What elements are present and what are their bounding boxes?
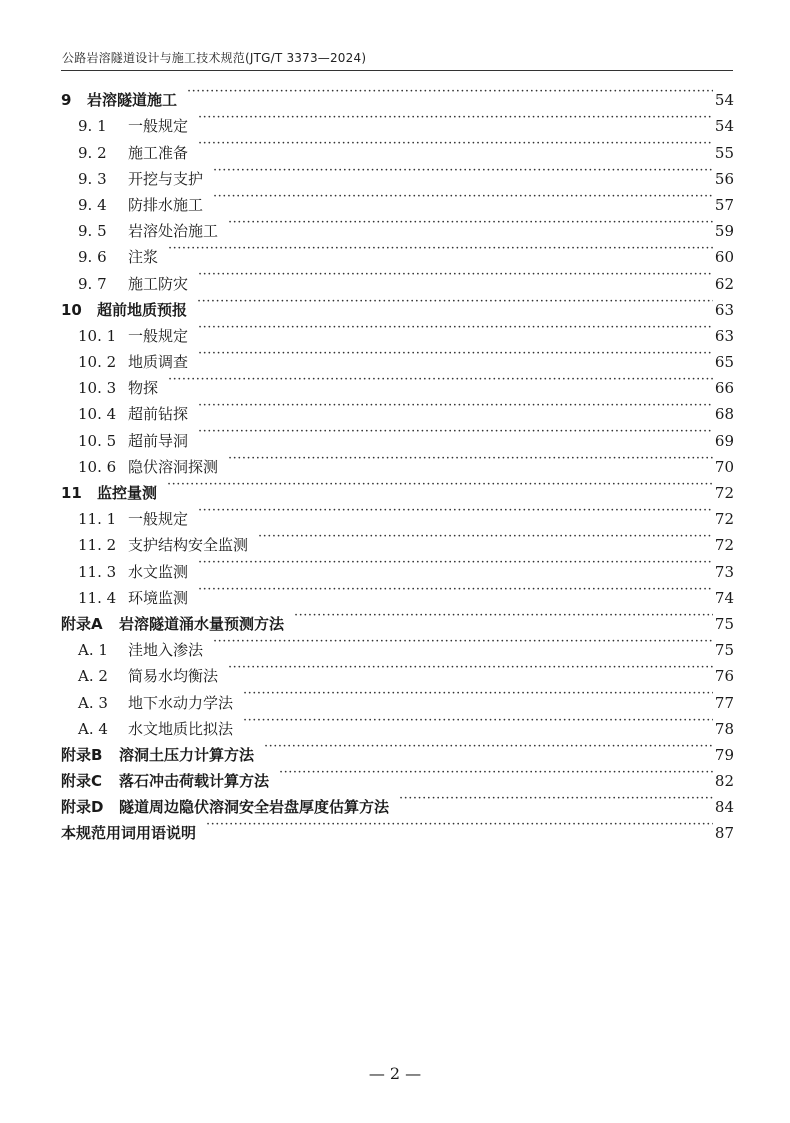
toc-dot-leader	[279, 760, 713, 786]
toc-dot-leader	[243, 681, 713, 707]
toc-entry-number: 10. 4	[78, 405, 117, 424]
toc-entry-page: 65	[714, 353, 734, 372]
toc-entry-number: 附录A	[61, 614, 103, 633]
toc-dot-leader	[198, 498, 713, 524]
toc-entry-title: 超前钻探	[128, 405, 189, 424]
toc-entry-number: 9. 7	[78, 274, 107, 293]
toc-entry-number: 11	[61, 484, 82, 502]
toc-entry-page: 63	[714, 326, 734, 345]
toc-entry-page: 79	[714, 745, 734, 764]
toc-entry-title: 开挖与支护	[128, 169, 204, 188]
toc-dot-leader	[198, 341, 713, 367]
toc-entry-page: 84	[714, 798, 734, 817]
toc-dot-leader	[213, 629, 713, 655]
header-rule	[61, 70, 733, 71]
table-of-contents	[61, 79, 734, 843]
toc-entry-page: 62	[714, 274, 734, 293]
toc-chapter-entry[interactable]	[61, 79, 734, 110]
toc-entry-title: 地质调查	[128, 353, 189, 372]
toc-entry-title: 隧道周边隐伏溶洞安全岩盘厚度估算方法	[119, 798, 390, 817]
toc-entry-number: 9. 2	[78, 143, 107, 162]
toc-dot-leader	[198, 131, 713, 157]
toc-entry-title: 注浆	[128, 248, 159, 267]
toc-entry-title: 施工准备	[128, 143, 189, 162]
toc-entry-title: 溶洞土压力计算方法	[119, 745, 255, 764]
toc-entry-page: 70	[714, 457, 734, 476]
toc-dot-leader	[228, 210, 713, 236]
toc-dot-leader	[243, 708, 713, 734]
toc-entry-page: 76	[714, 667, 734, 686]
toc-dot-leader	[228, 446, 713, 472]
toc-entry-page: 72	[714, 510, 734, 529]
toc-entry-number: A. 2	[78, 667, 108, 686]
toc-dot-leader	[198, 550, 713, 576]
toc-entry-page: 55	[714, 143, 734, 162]
toc-entry-number: 11. 1	[78, 510, 117, 529]
toc-entry-title: 简易水均衡法	[128, 667, 219, 686]
toc-entry-number: 9. 6	[78, 248, 107, 267]
toc-entry-page: 63	[714, 300, 734, 319]
toc-entry-title: 超前地质预报	[97, 300, 188, 319]
toc-entry-number: 11. 2	[78, 536, 117, 555]
toc-entry-title: 监控量测	[97, 484, 158, 502]
toc-dot-leader	[213, 184, 713, 210]
toc-entry-title: 环境监测	[128, 588, 189, 607]
toc-entry-title: 本规范用词用语说明	[61, 824, 197, 843]
toc-entry-page: 75	[714, 641, 734, 660]
running-header: 公路岩溶隧道设计与施工技术规范(JTG/T 3373—2024)	[62, 51, 367, 65]
toc-entry-title: 防排水施工	[128, 195, 204, 214]
toc-entry-number: 9. 3	[78, 169, 107, 188]
toc-dot-leader	[258, 524, 713, 550]
toc-entry-number: 附录D	[61, 798, 104, 817]
toc-entry-page: 56	[714, 169, 734, 188]
page-number: — 2 —	[368, 1064, 422, 1083]
toc-dot-leader	[264, 734, 713, 760]
toc-entry-number: 10. 3	[78, 379, 117, 398]
toc-entry-title: 物探	[128, 379, 159, 398]
toc-dot-leader	[168, 236, 713, 262]
toc-entry-page: 54	[714, 117, 734, 136]
toc-entry-title: 水文监测	[128, 562, 189, 581]
toc-entry-title: 隐伏溶洞探测	[128, 457, 219, 476]
toc-entry-number: 附录B	[61, 745, 103, 764]
toc-entry-title: 落石冲击荷载计算方法	[119, 772, 270, 791]
toc-entry-number: 10. 5	[78, 431, 117, 450]
toc-entry-number: 9. 1	[78, 117, 107, 136]
toc-entry-title: 地下水动力学法	[128, 693, 234, 712]
toc-dot-leader	[228, 655, 713, 681]
toc-entry-page: 60	[714, 248, 734, 267]
toc-dot-leader	[206, 812, 713, 838]
toc-dot-leader	[198, 262, 713, 288]
toc-entry-page: 69	[714, 431, 734, 450]
toc-entry-title: 岩溶隧道施工	[87, 91, 178, 110]
toc-dot-leader	[167, 472, 713, 498]
toc-entry-page: 75	[714, 614, 734, 633]
toc-dot-leader	[197, 289, 713, 315]
toc-entry-title: 施工防灾	[128, 274, 189, 293]
toc-entry-number: 附录C	[61, 772, 103, 791]
toc-dot-leader	[294, 603, 713, 629]
toc-dot-leader	[198, 577, 713, 603]
toc-entry-page: 66	[714, 379, 734, 398]
toc-entry-number: 10. 2	[78, 353, 117, 372]
toc-entry-number: A. 3	[78, 693, 108, 712]
toc-entry-number: 9	[61, 91, 72, 110]
toc-entry-title: 洼地入渗法	[128, 641, 204, 660]
toc-entry-title: 岩溶隧道涌水量预测方法	[119, 614, 285, 633]
toc-entry-page: 74	[714, 588, 734, 607]
toc-entry-title: 超前导洞	[128, 431, 189, 450]
toc-dot-leader	[213, 158, 713, 184]
toc-entry-page: 57	[714, 195, 734, 214]
toc-entry-page: 73	[714, 562, 734, 581]
toc-entry-number: 10. 6	[78, 457, 117, 476]
toc-entry-title: 一般规定	[128, 510, 189, 529]
toc-entry-page: 72	[714, 536, 734, 555]
toc-entry-number: 11. 3	[78, 562, 117, 581]
toc-entry-number: 10. 1	[78, 326, 117, 345]
toc-entry-title: 一般规定	[128, 117, 189, 136]
toc-dot-leader	[187, 79, 713, 105]
toc-dot-leader	[198, 105, 713, 131]
toc-dot-leader	[168, 367, 713, 393]
toc-entry-title: 岩溶处治施工	[128, 222, 219, 241]
toc-entry-page: 59	[714, 222, 734, 241]
toc-entry-title: 一般规定	[128, 326, 189, 345]
toc-entry-number: 9. 4	[78, 195, 107, 214]
toc-entry-page: 77	[714, 693, 734, 712]
toc-entry-number: A. 1	[78, 641, 108, 660]
toc-dot-leader	[198, 419, 713, 445]
toc-entry-number: 9. 5	[78, 222, 107, 241]
toc-dot-leader	[198, 393, 713, 419]
toc-dot-leader	[198, 315, 713, 341]
toc-entry-page: 87	[714, 824, 734, 843]
toc-entry-number: A. 4	[78, 719, 108, 738]
toc-entry-number: 10	[61, 300, 82, 319]
toc-dot-leader	[399, 786, 713, 812]
toc-entry-page: 68	[714, 405, 734, 424]
toc-entry-page: 54	[714, 91, 734, 110]
toc-entry-page: 82	[714, 772, 734, 791]
toc-entry-page: 78	[714, 719, 734, 738]
toc-entry-number: 11. 4	[78, 588, 117, 607]
toc-entry-page: 72	[714, 484, 734, 502]
toc-entry-title: 支护结构安全监测	[128, 536, 249, 555]
toc-entry-title: 水文地质比拟法	[128, 719, 234, 738]
